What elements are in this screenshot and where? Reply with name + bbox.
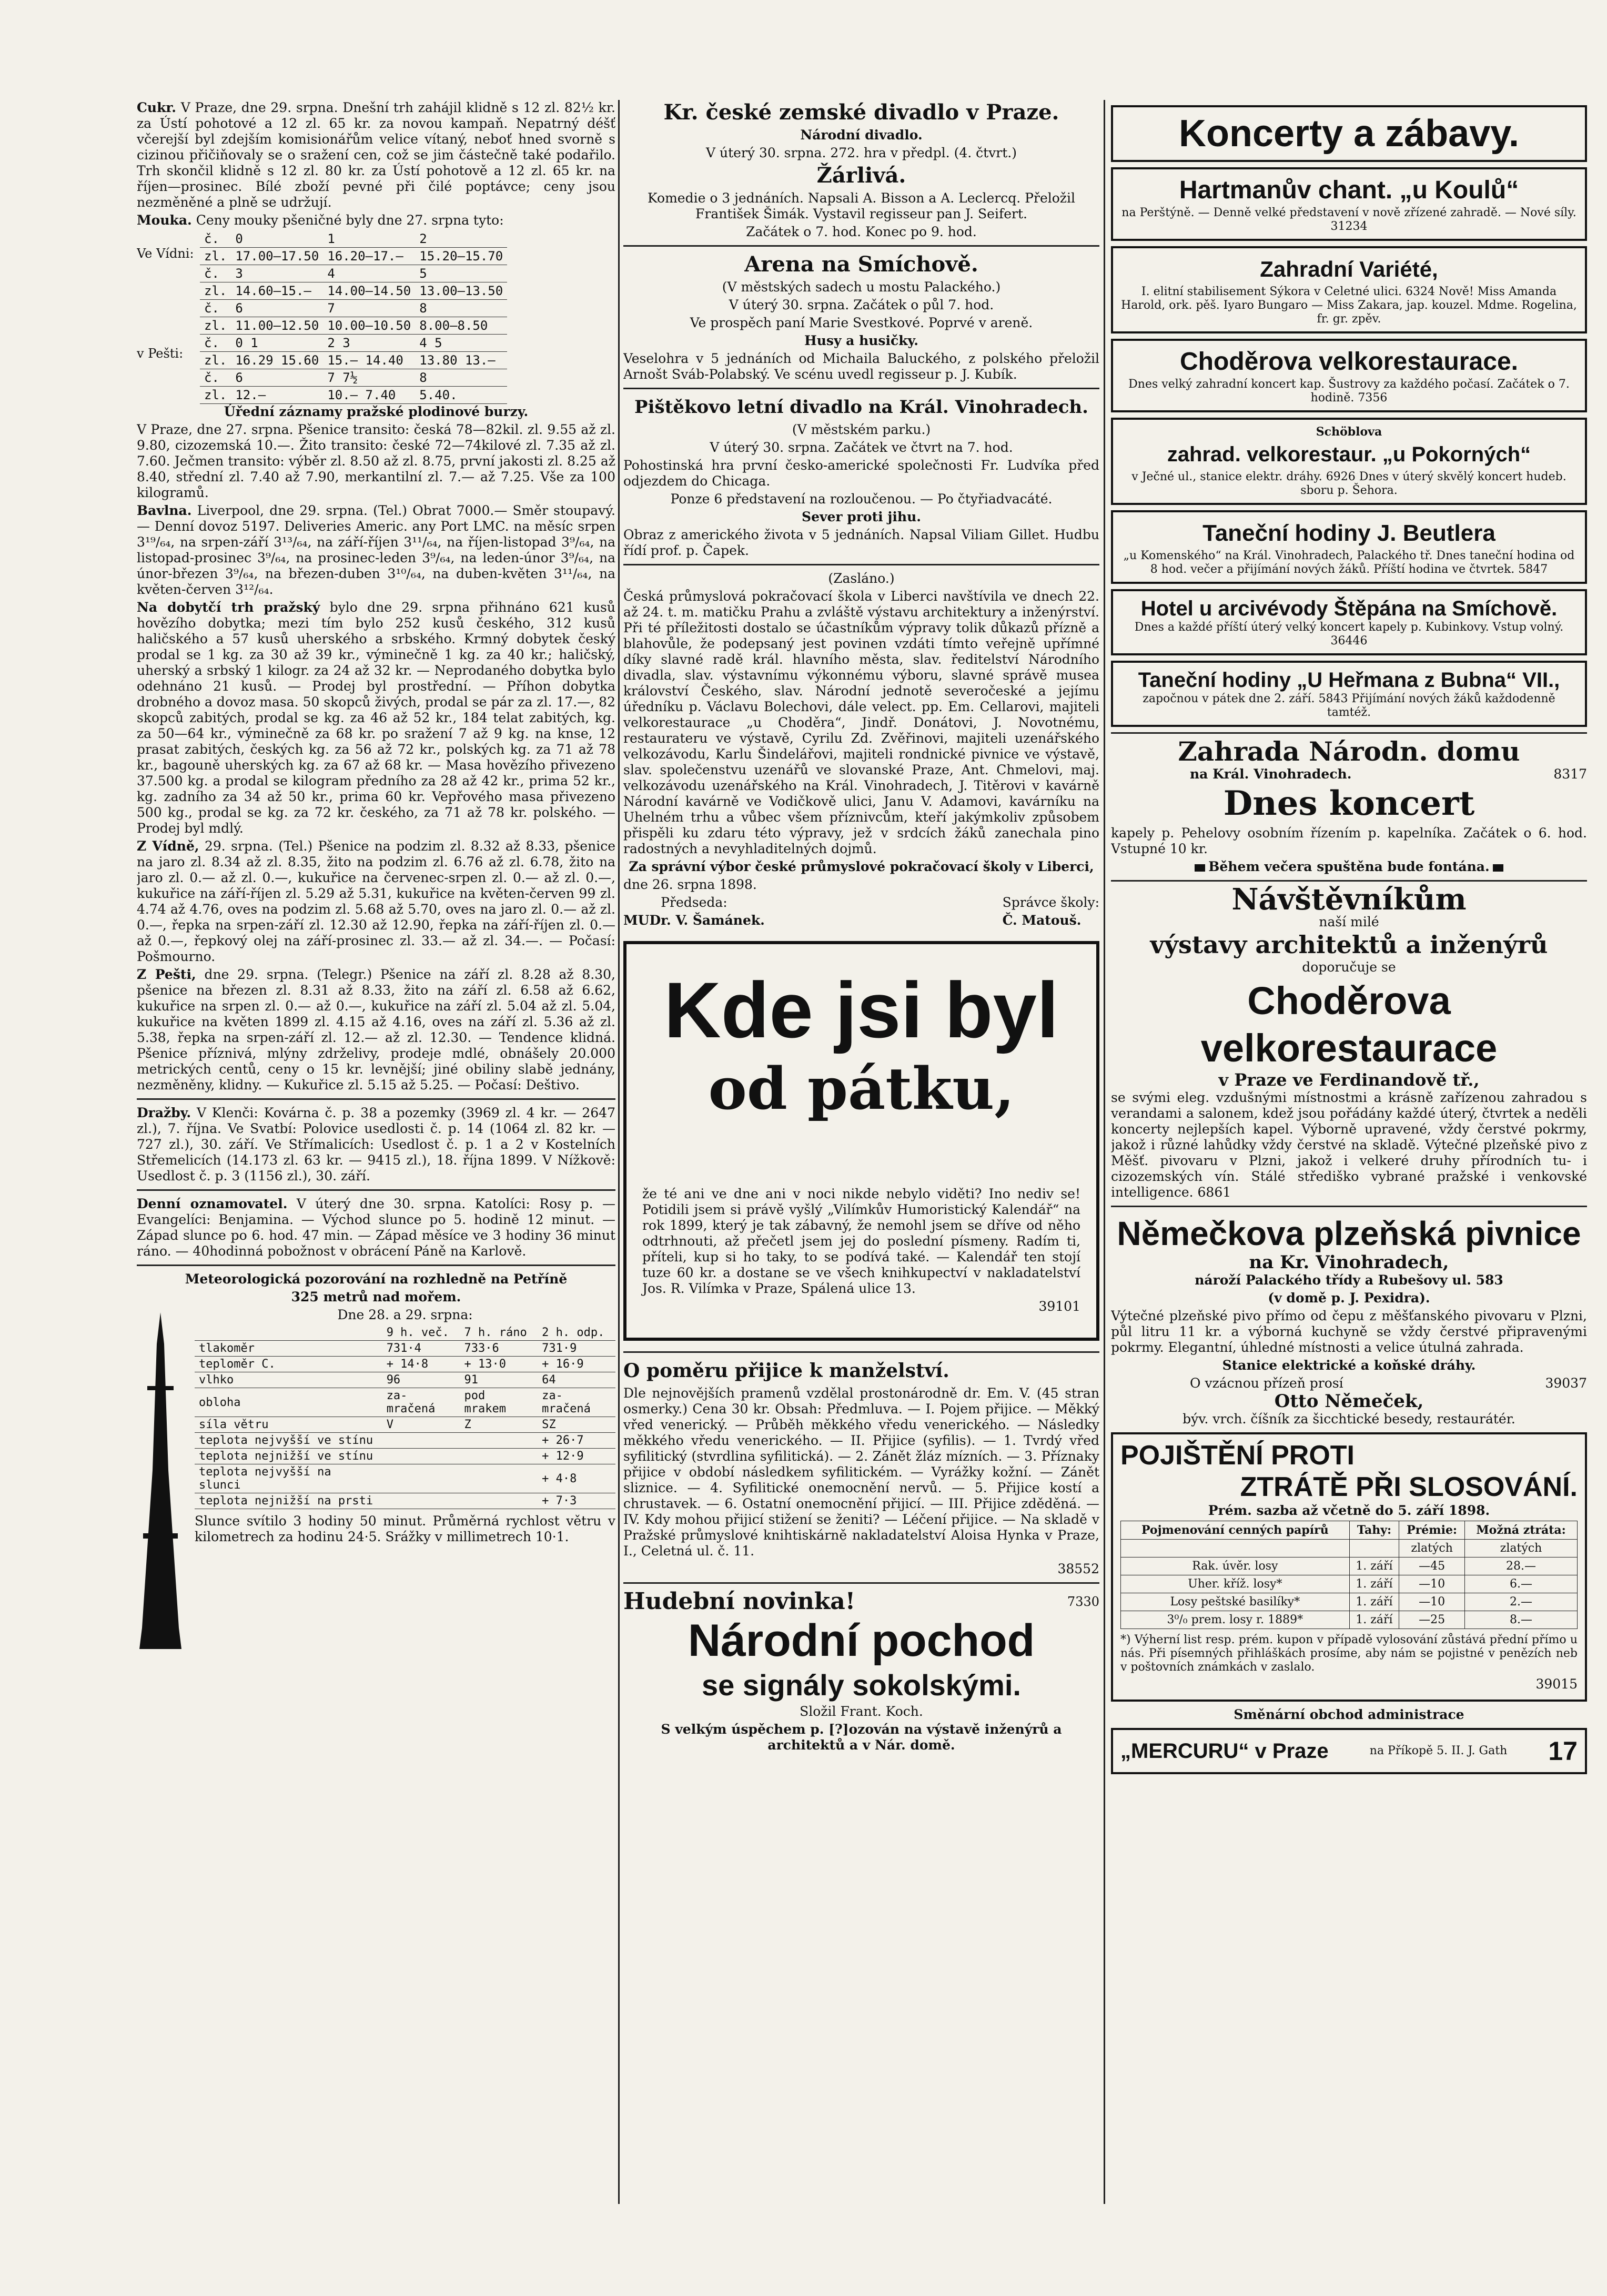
nemecek-text: Výtečné plzeňské pivo přímo od čepu z měšťanského pivovaru v Plzni, půl litru 11 kr. a výborná kuchyně se vždy čerstvé připravenými pokrmy. Elegantní, úhledné místnosti a velice útulná zahrada. bbox=[1111, 1308, 1587, 1355]
meteo-value bbox=[382, 1433, 460, 1449]
flour-table-cell: 14.60—15.— bbox=[231, 282, 323, 300]
arena-subtitle: (V městských sadech u mostu Palackého.) bbox=[722, 279, 1001, 295]
flour-table-cell: 0 1 bbox=[231, 335, 323, 352]
insurance-table bbox=[1120, 1521, 1578, 1629]
pistek-description: Pohostinská hra první česko-americké společnosti Fr. Ludvíka před odjezdem do Chicaga. bbox=[623, 458, 1099, 489]
divider bbox=[623, 564, 1099, 565]
pistek-play: Sever proti jihu. bbox=[802, 509, 921, 524]
insurance-cell: 3⁰/₀ prem. losy r. 1889* bbox=[1121, 1611, 1350, 1629]
dnes-koncert-text: kapely p. Pehelovy osobním řízením p. kapelníka. Začátek o 6. hod. Vstupné 10 kr. bbox=[1111, 825, 1587, 856]
dnes-koncert-title: Dnes koncert bbox=[1223, 784, 1475, 823]
meteo-value bbox=[382, 1464, 460, 1493]
meteo-value: pod mrakem bbox=[460, 1388, 538, 1417]
arena-benefit: Ve prospěch paní Marie Svestkové. Poprvé v areně. bbox=[690, 315, 1033, 330]
divider bbox=[623, 1582, 1099, 1584]
pistek-date: V úterý 30. srpna. Začátek ve čtvrt na 7. hod. bbox=[710, 440, 1013, 455]
insurance-cell: 8.— bbox=[1465, 1611, 1578, 1629]
insurance-cell: Losy peštské basilíky* bbox=[1121, 1593, 1350, 1611]
flour-table-cell: 16.20—17.— bbox=[323, 248, 415, 265]
flour-table-cell: zl. bbox=[200, 387, 231, 404]
square-ornament-icon bbox=[1195, 864, 1205, 872]
hotel-ad: Hotel u arcivévody Štěpána na Smíchově. Dnes a každé příští úterý velký koncert kapely p. Kubinkovy. Vstup volný. 36446 bbox=[1111, 589, 1587, 655]
mercur-ad: „MERCURU“ v Praze na Příkopě 5. II. J. Gath 17 bbox=[1111, 1728, 1587, 1774]
flour-table-cell: 15.20—15.70 bbox=[415, 248, 507, 265]
zaslano-signature: Za správní výbor české průmyslové pokračovací školy v Liberci, bbox=[629, 859, 1094, 874]
theatre-play: Žárlivá. bbox=[816, 163, 906, 188]
insurance-cell: zlatých bbox=[1465, 1540, 1578, 1557]
meteo-value: 731·9 bbox=[538, 1341, 615, 1357]
meteo-value bbox=[460, 1433, 538, 1449]
insurance-cell: zlatých bbox=[1399, 1540, 1465, 1557]
flour-table-cell: 15.— 14.40 bbox=[323, 352, 415, 369]
insurance-cell: 28.— bbox=[1465, 1557, 1578, 1575]
meteo-value: + 12·9 bbox=[538, 1449, 615, 1464]
insurance-cell bbox=[1349, 1540, 1399, 1557]
meteo-value: 91 bbox=[460, 1372, 538, 1388]
insurance-cell: 1. září bbox=[1349, 1611, 1399, 1629]
meteo-value: 64 bbox=[538, 1372, 615, 1388]
column-rule bbox=[618, 100, 620, 2204]
nemecek-title: Němečkova plzeňská pivnice bbox=[1117, 1215, 1581, 1252]
flour-table-cell: č. bbox=[200, 300, 231, 317]
meteo-value: + 16·9 bbox=[538, 1357, 615, 1372]
zahrada-title: Zahrada Národn. domu bbox=[1178, 736, 1520, 767]
flour-table-cell: č. bbox=[200, 230, 231, 248]
flour-table-row bbox=[200, 282, 507, 300]
zaslano-title: (Zasláno.) bbox=[828, 571, 895, 586]
choder2-title: Choděrova velkorestaurace bbox=[1200, 979, 1498, 1070]
insurance-header-cell: Prémie: bbox=[1399, 1521, 1465, 1540]
meteo-value: za-mračená bbox=[382, 1388, 460, 1417]
choder-ad: Choděrova velkorestaurace. Dnes velký zahradní koncert kap. Šustrovy za každého počasí. Začátek o 7. hodině. 7356 bbox=[1111, 339, 1587, 412]
flour-table-cell: 5 bbox=[415, 265, 507, 282]
divider bbox=[1111, 880, 1587, 882]
divider bbox=[1111, 1206, 1587, 1207]
meteo-header-cell: 2 h. odp. bbox=[538, 1325, 615, 1341]
flour-table-cell: 17.00—17.50 bbox=[231, 248, 323, 265]
flour-table-row bbox=[200, 248, 507, 265]
meteo-row bbox=[195, 1433, 615, 1449]
meteo-value: SZ bbox=[538, 1417, 615, 1433]
meteo-value: 733·6 bbox=[460, 1341, 538, 1357]
meteo-header-cell: 9 h. več. bbox=[382, 1325, 460, 1341]
divider bbox=[623, 1351, 1099, 1353]
insurance-header-row bbox=[1121, 1521, 1578, 1540]
insurance-cell: —10 bbox=[1399, 1575, 1465, 1593]
meteo-label: teplota nejnižší ve stínu bbox=[195, 1449, 382, 1464]
flour-table-row bbox=[200, 352, 507, 369]
flour-table-cell: 2 bbox=[415, 230, 507, 248]
insurance-cell: 6.— bbox=[1465, 1575, 1578, 1593]
vienna-report: Z Vídně, 29. srpna. (Tel.) Pšenice na podzim zl. 8.32 až 8.33, pšenice na jaro zl. 8.34 až zl. 8.35, žito na podzim zl. 6.76 až zl. 6.78, žito na jaro zl. 0.— až zl. 0.—, kukuřice na červenec-srpen zl. 0.— až zl. 0.—, kukuřice na září-říjen zl. 5.29 až 5.31, kukuřice na květen-červen 99 zl. 4.74 až 4.76, oves na podzim zl. 5.68 až 5.70, oves na jaro zl. 0.— až zl. 0.—, řepka na srpen-září zl. 12.30 až 12.90, řepka na září-říjen zl. 0.— až 0.—, řepkový olej na září-prosinec zl. 33.— až zl. 34.—. — Počasí: Pošmourno. bbox=[137, 838, 615, 964]
flour-table-cell: 11.00—12.50 bbox=[231, 317, 323, 335]
flour-table-cell: č. bbox=[200, 335, 231, 352]
insurance-cell: Uher. kříž. losy* bbox=[1121, 1575, 1350, 1593]
theatre-time: Začátek o 7. hod. Konec po 9. hod. bbox=[746, 224, 977, 239]
flour-table-cell: č. bbox=[200, 369, 231, 387]
navstevnikum-title: Návštěvníkům bbox=[1231, 882, 1467, 917]
pistek-title: Pištěkovo letní divadlo na Král. Vinohradech. bbox=[634, 397, 1088, 418]
arena-description: Veselohra v 5 jednáních od Michaila Baluckého, z polského přeložil Arnošt Sváb-Polabský. Ve scénu uvedl regisseur p. J. Kubík. bbox=[623, 351, 1099, 382]
meteo-label: vlhko bbox=[195, 1372, 382, 1388]
flour-table-cell: 0 bbox=[231, 230, 323, 248]
flour-table-row bbox=[200, 369, 507, 387]
flour-table-cell: 8 bbox=[415, 300, 507, 317]
exchange-title: Úřední záznamy pražské plodinové burzy. bbox=[224, 404, 529, 419]
meteo-row bbox=[195, 1341, 615, 1357]
meteo-label: teplota nejvyšší ve stínu bbox=[195, 1433, 382, 1449]
meteo-row bbox=[195, 1372, 615, 1388]
insurance-row bbox=[1121, 1540, 1578, 1557]
meteo-row bbox=[195, 1464, 615, 1493]
flour-table-cell: 4 bbox=[323, 265, 415, 282]
insurance-cell: Rak. úvěr. losy bbox=[1121, 1557, 1350, 1575]
insurance-cell: —10 bbox=[1399, 1593, 1465, 1611]
zaslano-date: dne 26. srpna 1898. bbox=[623, 877, 757, 892]
meteo-value: Z bbox=[460, 1417, 538, 1433]
pistek-note: Ponze 6 představení na rozloučenou. — Po čtyřiadvacáté. bbox=[670, 491, 1053, 507]
meteo-value: za-mračená bbox=[538, 1388, 615, 1417]
meteo-value: + 7·3 bbox=[538, 1493, 615, 1509]
flour-table-cell: 5.40. bbox=[415, 387, 507, 404]
sugar-report: Cukr. V Praze, dne 29. srpna. Dnešní trh zahájil klidně s 12 zl. 82½ kr. za Ústí pohotové a 12 zl. 65 kr. za novou kampaň. Nepatrný déšť včerejší byl zdejším komisionářům velice vítaný, neboť hned svorně s cizinou přičiňovaly se o sražení cen, což se jim částečně také podařilo. Trh skončil klidně s 12 zl. 80 kr. za Ústí pohotově a 12 zl. 65 kr. na říjen—prosinec. Bílé zboží pevné při čilé poptávce; ceny jsou nezměněné a plně se udržují. bbox=[137, 100, 615, 210]
music-ad-title: Národní pochod bbox=[688, 1615, 1035, 1666]
koncerty-header: Koncerty a zábavy. bbox=[1111, 105, 1587, 162]
flour-table-cell: 7 7½ bbox=[323, 369, 415, 387]
meteo-value: + 4·8 bbox=[538, 1464, 615, 1493]
meteo-value: 731·4 bbox=[382, 1341, 460, 1357]
flour-table-cell: 7 bbox=[323, 300, 415, 317]
choder2-text: se svými eleg. vzdušnými místnostmi a krásně zařízenou zahradou s verandami a salonem, kdež jsou pořádány každé úterý, čtvrtek a neděli koncerty nejlepších kapel. Výborně upravené, vždy čerstvé pokrmy, jakož i různé lahůdky vždy čerstvé na skladě. Výtečné plzeňské pivo z Měšť. pivovaru v Plzni, jakož i velkeré druhy přírodních tu- i cizozemských vín. Stálé střediško vybrané pražské i venkovské intelligence. 6861 bbox=[1111, 1090, 1587, 1200]
meteo-value bbox=[382, 1449, 460, 1464]
flour-table-cell: 2 3 bbox=[323, 335, 415, 352]
flour-table-cell: zl. bbox=[200, 282, 231, 300]
theatre-subtitle: Národní divadlo. bbox=[800, 127, 923, 143]
pomer-title: O poměru přijice k manželství. bbox=[623, 1360, 949, 1382]
flour-price-table: Ve Vídni: v Pešti: č. 0 1 2 zl. 17.00—17.50 16.20—17.— 15.20—15.70 č. 3 4 5 zl. 14.60—15.— 14.00—14.50 13.00—13.50 č. 6 7 8 zl. 11.00—12.50 10.00—10.50 8.00—8.50 č. 0 1 2 3 4 5 zl. 16.29 15.60 15.— 14.40 13.80 13.— č. 6 7 7½ 8 zl. 12.— 10.— 7.40 5.40. bbox=[137, 230, 615, 404]
insurance-header-cell: Pojmenování cenných papírů bbox=[1121, 1521, 1350, 1540]
flour-table-cell: 8 bbox=[415, 369, 507, 387]
flour-table-row bbox=[200, 335, 507, 352]
insurance-cell: 1. září bbox=[1349, 1575, 1399, 1593]
insurance-row bbox=[1121, 1611, 1578, 1629]
insurance-row bbox=[1121, 1593, 1578, 1611]
music-ad-subtitle: se signály sokolskými. bbox=[702, 1668, 1021, 1702]
insurance-header-cell: Možná ztráta: bbox=[1465, 1521, 1578, 1540]
meteo-row bbox=[195, 1357, 615, 1372]
flour-table-cell: č. bbox=[200, 265, 231, 282]
divider bbox=[137, 1098, 615, 1100]
theatre-title: Kr. české zemské divadlo v Praze. bbox=[663, 100, 1059, 125]
meteo-row bbox=[195, 1449, 615, 1464]
flour-report: Mouka. Ceny mouky pšeničné byly dne 27. srpna tyto: bbox=[137, 213, 504, 228]
flour-table-cell: 3 bbox=[231, 265, 323, 282]
divider bbox=[137, 1189, 615, 1191]
kde-jsi-byl-text: že té ani ve dne ani v noci nikde nebylo viděti? Ino nediv se! Potidili jsem si právě vyšlý „Vilímkův Humoristický Kalendář“ na rok 1899, který je tak zábavný, že nemohl jsem se dříve od něho odtrhnouti, až přečetl jsem jej do poslední písmeny. Radím ti, příteli, kup si ho taky, to se podívá také. — Kalendář ten stojí tuze 60 kr. a dostane se ve všech knihkupectví v nakladatelství Jos. R. Vilímka v Praze, Spálená ulice 13. bbox=[642, 1186, 1080, 1296]
flour-table-cell: zl. bbox=[200, 248, 231, 265]
column-market-reports bbox=[137, 100, 615, 2193]
meteo-value: V bbox=[382, 1417, 460, 1433]
meteo-block bbox=[137, 1307, 615, 1545]
meteo-date: Dne 28. a 29. srpna: bbox=[337, 1307, 473, 1322]
pistek-subtitle: (V městském parku.) bbox=[792, 422, 931, 437]
flour-table-cell: 10.— 7.40 bbox=[323, 387, 415, 404]
theatre-date: V úterý 30. srpna. 272. hra v předpl. (4. čtvrt.) bbox=[705, 145, 1017, 160]
divider bbox=[1111, 732, 1587, 734]
insurance-cell bbox=[1121, 1540, 1350, 1557]
pomer-text: Dle nejnovějších pramenů vzdělal prostonárodně dr. Em. V. (45 stran osmerky.) Cena 30 kr. Obsah: Předmluva. — I. Pojem přijice. — Měkký vřed venerický. — Průběh měkkého vředu venerického. — Následky měkkého vředu venerického. — II. Přijice (syfilis). — 1. Tvrdý vřed syfilitický (stvrdlina syfilitická). — 2. Zánět žláz mízních. — 3. Příznaky přijice v období následkem syfilitickém. — Vyrážky kožní. — Zánět sliznice. — 4. Syfilitické onemocnění nervů. — 5. Přijice kostí a chrustavek. — 6. Ostatní onemocnění přijicí. — III. Přijice zděděná. — IV. Kdy mohou přijicí stižení se ženiti? — Léčení přijice. — Na skladě v Pražské průmyslové knihtiskárně nakladatelství Aloisa Hynka v Praze, I., Celetná ul. č. 11. bbox=[623, 1385, 1099, 1559]
meteo-title: Meteorologická pozorování na rozhledně na Petříně bbox=[185, 1271, 568, 1287]
pistek-play-desc: Obraz z amerického života v 5 jednáních. Napsal Viliam Gillet. Hudbu řídí prof. p. Čapek. bbox=[623, 527, 1099, 558]
meteo-value: + 13·0 bbox=[460, 1357, 538, 1372]
meteo-value: + 14·8 bbox=[382, 1357, 460, 1372]
flour-table-row bbox=[200, 265, 507, 282]
insurance-row bbox=[1121, 1575, 1578, 1593]
meteo-label: teploměr C. bbox=[195, 1357, 382, 1372]
meteo-row bbox=[195, 1388, 615, 1417]
meteo-header-row bbox=[195, 1325, 615, 1341]
schobl-ad: Schöblova zahrad. velkorestaur. „u Pokorných“ v Ječné ul., stanice elektr. dráhy. 6926 Dnes v úterý skvělý koncert hudeb. sboru p. Šehora. bbox=[1111, 418, 1587, 505]
divider bbox=[137, 1265, 615, 1266]
arena-play: Husy a husičky. bbox=[804, 333, 918, 348]
flour-table-row bbox=[200, 317, 507, 335]
hartman-ad: Hartmanův chant. „u Koulů“ na Perštýně. — Denně velké představení v nově zřízené zahradě. — Nové síly. 31234 bbox=[1111, 167, 1587, 241]
meteo-label: tlakoměr bbox=[195, 1341, 382, 1357]
meteo-value bbox=[460, 1449, 538, 1464]
divider bbox=[623, 388, 1099, 389]
meteo-label: obloha bbox=[195, 1388, 382, 1417]
meteo-subtitle: 325 metrů nad mořem. bbox=[291, 1289, 461, 1304]
flour-table-cell: 13.00—13.50 bbox=[415, 282, 507, 300]
column-rule bbox=[1104, 100, 1105, 2204]
insurance-row bbox=[1121, 1557, 1578, 1575]
flour-table-cell: 12.— bbox=[231, 387, 323, 404]
music-ad-footer: S velkým úspěchem p. [?]ozován na výstavě inženýrů a architektů a v Nár. domě. bbox=[661, 1722, 1062, 1753]
meteo-value bbox=[460, 1464, 538, 1493]
variete-ad: Zahradní Variété, I. elitní stabilisement Sýkora v Celetné ulici. 6324 Nově! Miss Amanda Harold, ork. pěš. Iyaro Bungaro — Miss Zakara, jap. kouzel. Mdme. Rogelina, fr. gr. zpěv. bbox=[1111, 246, 1587, 333]
meteo-note: Slunce svítilo 3 hodiny 50 minut. Průměrná rychlost větru v kilometrech za hodinu 24·5. Srážky v millimetrech 10·1. bbox=[195, 1513, 615, 1544]
exchange-report: V Praze, dne 27. srpna. Pšenice transito: česká 78—82kil. zl. 9.55 až zl. 9.80, cizozemská 10.—. Žito transito: české 72—74kilové zl. 7.35 až zl. 7.60. Ječmen transito: výběr zl. 8.50 až zl. 8.75, první jakosti zl. 8.25 až 8.40, střední zl. 7.40 až 7.90, merkantilní zl. 7.— až 7.25. Vše za 100 kilogramů. bbox=[137, 422, 615, 500]
flour-table-row bbox=[200, 387, 507, 404]
flour-table-cell: 6 bbox=[231, 369, 323, 387]
square-ornament-icon bbox=[1493, 864, 1503, 872]
insurance-cell: 1. září bbox=[1349, 1593, 1399, 1611]
herman-ad: Taneční hodiny „U Heřmana z Bubna“ VII., započnou v pátek dne 2. září. 5843 Přijímání nových žáků každodenně tamtéž. bbox=[1111, 661, 1587, 727]
insurance-header-cell: Tahy: bbox=[1349, 1521, 1399, 1540]
insurance-cell: —45 bbox=[1399, 1557, 1465, 1575]
cattle-report: Na dobytčí trh pražský bylo dne 29. srpna přihnáno 621 kusů hovězího dobytka; mezi tím bylo 252 kusů českého, 312 kusů haličského a 57 kusů uherského a srbského. Krmný dobytek český prodal se 1 kg. za 30 až 39 kr., výminečně 1 kg. za 40 kr.; haličský, uherský a srbský 1 kilogr. za 24 až 32 kr. — Neprodaného dobytka bylo odehnáno 21 kusů. — Prodej byl prostřední. — Příhon dobytka drobného a dovoz masa. 50 skopců živých, prodal se pár za zl. 17.—, 82 skopců zabitých, prodal se kg. za 46 až 52 kr., 184 telat zabitých, kg. za 50—64 kr., výminečně za 68 kr. po sražení 7 až 9 kg. na knse, 12 prasat zabitých, českých kg. za 56 až 72 kr., polských kg. za 71 až 78 kr., bagouně uherských kg. za 67 až 68 kr. — Masa hovězího přivezeno 37.500 kg. a prodal se kilogram předního za 28 až 42 kr., prima 52 kr., kg. zadního za 34 až 50 kr., prima 60 kr. Vepřového masa přivezeno 500 kg., prodal se kg. za 72 kr. českého, za 71 až 78 kr. polského. — Prodej byl mdlý. bbox=[137, 600, 615, 836]
zaslano-signers: Předseda: MUDr. V. Šamánek. Správce školy: Č. Matouš. bbox=[623, 895, 1099, 928]
flour-table-cell: 16.29 15.60 bbox=[231, 352, 323, 369]
flour-table-cell: 8.00—8.50 bbox=[415, 317, 507, 335]
kde-jsi-byl-ad: Kde jsi byl od pátku, že té ani ve dne ani v noci nikde nebylo viděti? Ino nediv se! Potidili jsem si právě vyšlý „Vilímkův Humoristický Kalendář“ na rok 1899, který je tak zábavný, že nemohl jsem se dříve od něho odtrhnouti, až přečetl jsem jej do poslední písmeny. Radím ti, příteli, kup si ho taky, to se podívá také. — Kalendář ten stojí tuze 60 kr. a dostane se ve všech knihkupectví v nakladatelství Jos. R. Vilímka v Praze, Spálená ulice 13. 39101 bbox=[623, 941, 1099, 1341]
beutler-ad: Taneční hodiny J. Beutlera „u Komenského“ na Král. Vinohradech, Palackého tř. Dnes taneční hodina od 8 hod. večer a přijímání nových žáků. Příští hodina ve čtvrtek. 5847 bbox=[1111, 510, 1587, 584]
meteo-row bbox=[195, 1417, 615, 1433]
insurance-ad: POJIŠTĚNÍ PROTI ZTRÁTĚ PŘI SLOSOVÁNÍ. Prém. sazba až včetně do 5. září 1898. Pojmenování cenných papírů Tahy: Prémie: Možná ztráta: zlatých zlatých Rak. úvěr. losy 1. září —45 28.— Uher. kříž. losy* 1. září —10 6.— Losy peštské basilíky* 1. září —10 2.— 3⁰/₀ prem. losy r. 1889* 1. září —25 8.— *) Výherní list resp. prém. kupon v případě vylosování zůstává přední přímo u nás. Při písemných přihláškách prosíme, aby nám se pojistné v penězích neb v poštovních známkách v zaslalo. 39015 bbox=[1111, 1432, 1587, 1702]
insurance-cell: 2.— bbox=[1465, 1593, 1578, 1611]
music-ad-header: Hudební novinka! 7330 bbox=[623, 1588, 1099, 1615]
flour-table-row bbox=[200, 300, 507, 317]
meteo-label: teplota nejvyšší na slunci bbox=[195, 1464, 382, 1493]
meteo-label: teplota nejnižší na prsti bbox=[195, 1493, 382, 1509]
insurance-cell: —25 bbox=[1399, 1611, 1465, 1629]
vystavy-line: výstavy architektů a inženýrů bbox=[1150, 930, 1548, 959]
theatre-description: Komedie o 3 jednáních. Napsali A. Bisson a A. Leclercq. Přeložil František Šimák. Vystavil regisseur pan J. Seifert. bbox=[648, 190, 1075, 221]
meteo-value bbox=[382, 1493, 460, 1509]
pest-report: Z Pešti, dne 29. srpna. (Telegr.) Pšenice na září zl. 8.28 až 8.30, pšenice na březen zl. 8.31 až 8.33, žito na září zl. 6.58 až 6.62, kukuřice na srpen zl. 0.— až 0.—, kukuřice na září zl. 5.04 až zl. 5.04, kukuřice na květen 1899 zl. 4.15 až 4.16, oves na září zl. 5.36 až zl. 5.38, řepka na srpen-září zl. 12.— až zl. 12.30. — Tendence klidná. Pšenice příznivá, mlýny zdrželivy, prodeje mdlé, obnášely 20.000 metrických centů, ceny o 15 kr. levnější; jiné obiliny slabě jednány, nezměněny, klidny. — Kukuřice zl. 5.15 až 5.25. — Počasí: Deštivo. bbox=[137, 967, 615, 1093]
flour-table-cell: 4 5 bbox=[415, 335, 507, 352]
flour-table-cell: 10.00—10.50 bbox=[323, 317, 415, 335]
flour-table-cell: 6 bbox=[231, 300, 323, 317]
flour-table-cell: 13.80 13.— bbox=[415, 352, 507, 369]
flour-table-cell: zl. bbox=[200, 352, 231, 369]
cotton-report: Bavlna. Liverpool, dne 29. srpna. (Tel.) Obrat 7000.— Směr stoupavý. — Denní dovoz 5197. Deliveries Americ. any Port LMC. na měsíc srpen 3¹⁹/₆₄, na srpen-září 3¹³/₆₄, na září-říjen 3¹¹/₆₄, na říjen-listopad 3⁹/₆₄, na listopad-prosinec 3⁹/₆₄, na prosinec-leden 3⁹/₆₄, na leden-únor 3⁹/₆₄, na únor-březen 3⁹/₆₄, na březen-duben 3¹⁰/₆₄, na duben-květen 3¹¹/₆₄, na květen-červen 3¹²/₆₄. bbox=[137, 503, 615, 597]
flour-table-row bbox=[200, 230, 507, 248]
meteo-value: 96 bbox=[382, 1372, 460, 1388]
meteo-value: + 26·7 bbox=[538, 1433, 615, 1449]
arena-date: V úterý 30. srpna. Začátek o půl 7. hod. bbox=[729, 297, 994, 312]
auctions: Dražby. V Klenči: Kovárna č. p. 38 a pozemky (3969 zl. 4 kr. — 2647 zl.), 7. října. Ve Svatbí: Polovice usedlosti č. p. 14 (1064 zl. 82 kr. — 727 zl.), 30. září. Ve Střímalicích: Usedlost č. p. 1 a 2 v Kostelních Střemelicích (14.173 zl. 63 kr. — 9415 zl.), 18. října 1899. V Nížkově: Usedlost č. p. 3 (1156 zl.), 30. září. bbox=[137, 1105, 615, 1184]
divider bbox=[623, 245, 1099, 247]
insurance-cell: 1. září bbox=[1349, 1557, 1399, 1575]
meteo-value bbox=[460, 1493, 538, 1509]
daily-notices: Denní oznamovatel. V úterý dne 30. srpna. Katolíci: Rosy p. — Evangelíci: Benjamina. — Východ slunce po 5. hodině 12 minut. — Západ slunce po 6. hod. 47 min. — Západ měsíce ve 3 hodiny 36 minut ráno. — 40hodinná pobožnost v obrácení Páně na Karlově. bbox=[137, 1196, 615, 1259]
meteo-header-cell: 7 h. ráno bbox=[460, 1325, 538, 1341]
meteo-row bbox=[195, 1493, 615, 1509]
flour-table-cell: 1 bbox=[323, 230, 415, 248]
petrin-tower-illustration bbox=[137, 1312, 184, 1649]
flour-table-cell: 14.00—14.50 bbox=[323, 282, 415, 300]
zaslano-text: Česká průmyslová pokračovací škola v Liberci navštívila ve dnech 22. až 24. t. m. matičku Prahu a zvláště výstavu architektury a inženýrství. Při té příležitosti dostalo se účastníkům výpravy tolik důkazů přízně a blahovůle, že podepsaný jest povinen vzdáti tímto veřejně upřímné díky slavné radě král. hlavního města, slav. ředitelství Národního divadla, slav. výstavnímu výkonnému výboru, slavné správě musea království Českého, slav. Národní jednotě severočeské a jejímu úředníku p. Václavu Bolechovi, dále velect. pp. Em. Cellarovi, majiteli velkorestaurace „u Choděra“, Jindř. Donátovi, J. Novotnému, restaurateru ve výstavě, Cyrilu Zd. Zvěřinovi, majiteli uzenářského velkozávodu, Karlu Šindelářovi, majiteli rondnické pivnice ve výstavě, slav. společenstvu uzenářů ve slovanské Praze, Ant. Chmelovi, maj. velkozávodu uzenářského na Král. Vinohradech, J. Titěrovi v kavárně Národní kavárně ve Vodičkově ulici, Janu V. Adamovi, kavárníku na Uhelném trhu a vůbec všem příznivcům, kteří jakýmkoliv způsobem přispěli ku zdaru této výpravy, jež v srdcích žáků zanechala pino radostných a nevyhladitelných dojmů. bbox=[623, 589, 1099, 856]
arena-title: Arena na Smíchově. bbox=[744, 252, 978, 277]
music-ad-author: Složil Frant. Koch. bbox=[800, 1704, 923, 1719]
dnes-koncert-footer: Během večera spuštěna bude fontána. bbox=[1111, 859, 1587, 875]
meteo-label: síla větru bbox=[195, 1417, 382, 1433]
column-entertainment: Koncerty a zábavy. Hartmanův chant. „u Koulů“ na Perštýně. — Denně velké představení v nově zřízené zahradě. — Nové síly. 31234 Zahradní Variété, I. elitní stabilisement Sýkora v Celetné ulici. 6324 Nově! Miss Amanda Harold, ork. pěš. Iyaro Bungaro — Miss Zakara, jap. kouzel. Mdme. Rogelina, fr. gr. zpěv. Choděrova velkorestaurace. Dnes velký zahradní koncert kap. Šustrovy za každého počasí. Začátek o 7. hodině. 7356 Schöblova zahrad. velkorestaur. „u Pokorných“ v Ječné ul., stanice elektr. dráhy. 6926 Dnes v úterý skvělý koncert hudeb. sboru p. Šehora. Taneční hodiny J. Beutlera „u Komenského“ na Král. Vinohradech, Palackého tř. Dnes taneční hodina od 8 hod. večer a přijímání nových žáků. Příští hodina ve čtvrtek. 5847 Hotel u arcivévody Štěpána na Smíchově. Dnes a každé příští úterý velký koncert kapely p. Kubinkovy. Vstup volný. 36446 Taneční hodiny „U Heřmana z Bubna“ VII., započnou v pátek dne 2. září. 5843 Přijímání nových žáků každodenně tamtéž. Zahrada Národn. domu na Král. Vinohradech. 8317 Dnes koncert kapely p. Pehelovy osobním řízením p. kapelníka. Začátek o 6. hod. Vstupné 10 kr. Během večera spuštěna bude fontána. Návštěvníkům naší milé výstavy architektů a inženýrů doporučuje se Choděrova velkorestaurace v Praze ve Ferdinandově tř., se svými eleg. vzdušnými místnostmi a krásně zařízenou zahradou s verandami a salonem, kdež jsou pořádány každé úterý, čtvrtek a neděli koncerty nejlepších kapel. Výborně upravené, vždy čerstvé pokrmy, jakož i různé lahůdky vždy čerstvé na skladě. Výtečné plzeňské pivo z Měšť. pivovaru v Plzni, jakož i velkeré druhy přírodních tu- i cizozemských vín. Stálé střediško vybrané pražské i venkovské intelligence. 6861 Němečkova plzeňská pivnice na Kr. Vinohradech, nároží Palackého třídy a Rubešovy ul. 583 (v domě p. J. Pexidra). Výtečné plzeňské pivo přímo od čepu z měšťanského pivovaru v Plzni, půl litru 11 kr. a výborná kuchyně se vždy čerstvé připravenými pokrmy. Elegantní, úhledné místnosti a velice útulná zahrada. Stanice elektrické a koňské dráhy. O vzácnou přízeň prosí 39037 Otto Němeček, býv. vrch. číšník za šicchtické besedy, restaurátér. POJIŠTĚNÍ PROTI ZTRÁTĚ PŘI SLOSOVÁNÍ. Prém. sazba až včetně do 5. září 1898. Pojmenování cenných papírů Tahy: Prémie: Možná ztráta: zlatých zlatých Rak. úvěr. losy 1. září —45 28.— Uher. kříž. losy* 1. září —10 6.— Losy peštské basilíky* 1. září —10 2.— 3⁰/₀ prem. losy r. 1889* 1. září —25 8.— *) Výherní list resp. prém. kupon v případě vylosování zůstává přední přímo u nás. Při písemných přihláškách prosíme, aby nám se pojistné v penězích neb v poštovních známkách v zaslalo. 39015 Směnární obchod administrace „MERCURU“ v Praze na Příkopě 5. II. J. Gath 17 bbox=[1111, 100, 1587, 2193]
column-theatre: Kr. české zemské divadlo v Praze. Národní divadlo. V úterý 30. srpna. 272. hra v předpl. (4. čtvrt.) Žárlivá. Komedie o 3 jednáních. Napsali A. Bisson a A. Leclercq. Přeložil František Šimák. Vystavil regisseur pan J. Seifert. Začátek o 7. hod. Konec po 9. hod. Arena na Smíchově. (V městských sadech u mostu Palackého.) V úterý 30. srpna. Začátek o půl 7. hod. Ve prospěch paní Marie Svestkové. Poprvé v areně. Husy a husičky. Veselohra v 5 jednáních od Michaila Baluckého, z polského přeložil Arnošt Sváb-Polabský. Ve scénu uvedl regisseur p. J. Kubík. Pištěkovo letní divadlo na Král. Vinohradech. (V městském parku.) V úterý 30. srpna. Začátek ve čtvrt na 7. hod. Pohostinská hra první česko-americké společnosti Fr. Ludvíka před odjezdem do Chicaga. Ponze 6 představení na rozloučenou. — Po čtyřiadvacáté. Sever proti jihu. Obraz z amerického života v 5 jednáních. Napsal Viliam Gillet. Hudbu řídí prof. p. Čapek. (Zasláno.) Česká průmyslová pokračovací škola v Liberci navštívila ve dnech 22. až 24. t. m. matičku Prahu a zvláště výstavu architektury a inženýrství. Při té příležitosti dostalo se účastníkům výpravy tolik důkazů přízně a blahovůle, že podepsaný jest povinen vzdáti tímto veřejně upřímné díky slavné radě král. hlavního města, slav. ředitelství Národního divadla, slav. výstavnímu výkonnému výboru, slavné správě musea království Českého, slav. Národní jednotě severočeské a jejímu úředníku p. Václavu Bolechovi, dále velect. pp. Em. Cellarovi, majiteli velkorestaurace „u Choděra“, Jindř. Donátovi, J. Novotnému, restaurateru ve výstavě, Cyrilu Zd. Zvěřinovi, majiteli uzenářského velkozávodu, Karlu Šindelářovi, majiteli rondnické pivnice ve výstavě, slav. společenstvu uzenářů ve slovanské Praze, Ant. Chmelovi, maj. velkozávodu uzenářského na Král. Vinohradech, J. Titěrovi v kavárně Národní kavárně ve Vodičkově ulici, Janu V. Adamovi, kavárníku na Uhelném trhu a vůbec všem příznivcům, kteří jakýmkoliv způsobem přispěli ku zdaru této výpravy, jež v srdcích žáků zanechala pino radostných a nevyhladitelných dojmů. Za správní výbor české průmyslové pokračovací školy v Liberci, dne 26. srpna 1898. Předseda: MUDr. V. Šamánek. Správce školy: Č. Matouš. Kde jsi byl od pátku, že té ani ve dne ani v noci nikde nebylo viděti? Ino nediv se! Potidili jsem si právě vyšlý „Vilímkův Humoristický Kalendář“ na rok 1899, který je tak zábavný, že nemohl jsem se dříve od něho odtrhnouti, až přečetl jsem jej do poslední písmeny. Radím ti, příteli, kup si ho taky, to se podívá také. — Kalendář ten stojí tuze 60 kr. a dostane se ve všech knihkupectví v nakladatelství Jos. R. Vilímka v Praze, Spálená ulice 13. 39101 O poměru přijice k manželství. Dle nejnovějších pramenů vzdělal prostonárodně dr. Em. V. (45 stran osmerky.) Cena 30 kr. Obsah: Předmluva. — I. Pojem přijice. — Měkký vřed venerický. — Průběh měkkého vředu venerického. — Následky měkkého vředu venerického. — II. Přijice (syfilis). — 1. Tvrdý vřed syfilitický (stvrdlina syfilitická). — 2. Zánět žláz mízních. — 3. Příznaky přijice v období následkem syfilitickém. — Vyrážky kožní. — Zánět sliznice. — 4. Syfilitické onemocnění nervů. — 5. Přijice kostí a chrustavek. — 6. Ostatní onemocnění přijicí. — III. Přijice zděděná. — IV. Kdy mohou přijicí stižení se ženiti? — Léčení přijice. — Na skladě v Pražské průmyslové knihtiskárně nakladatelství Aloisa Hynka v Praze, I., Celetná ul. č. 11. 38552 Hudební novinka! 7330 Národní pochod se signály sokolskými. Složil Frant. Koch. S velkým úspěchem p. [?]ozován na výstavě inženýrů a architektů a v Nár. domě. bbox=[623, 100, 1099, 1753]
flour-table-cell: zl. bbox=[200, 317, 231, 335]
